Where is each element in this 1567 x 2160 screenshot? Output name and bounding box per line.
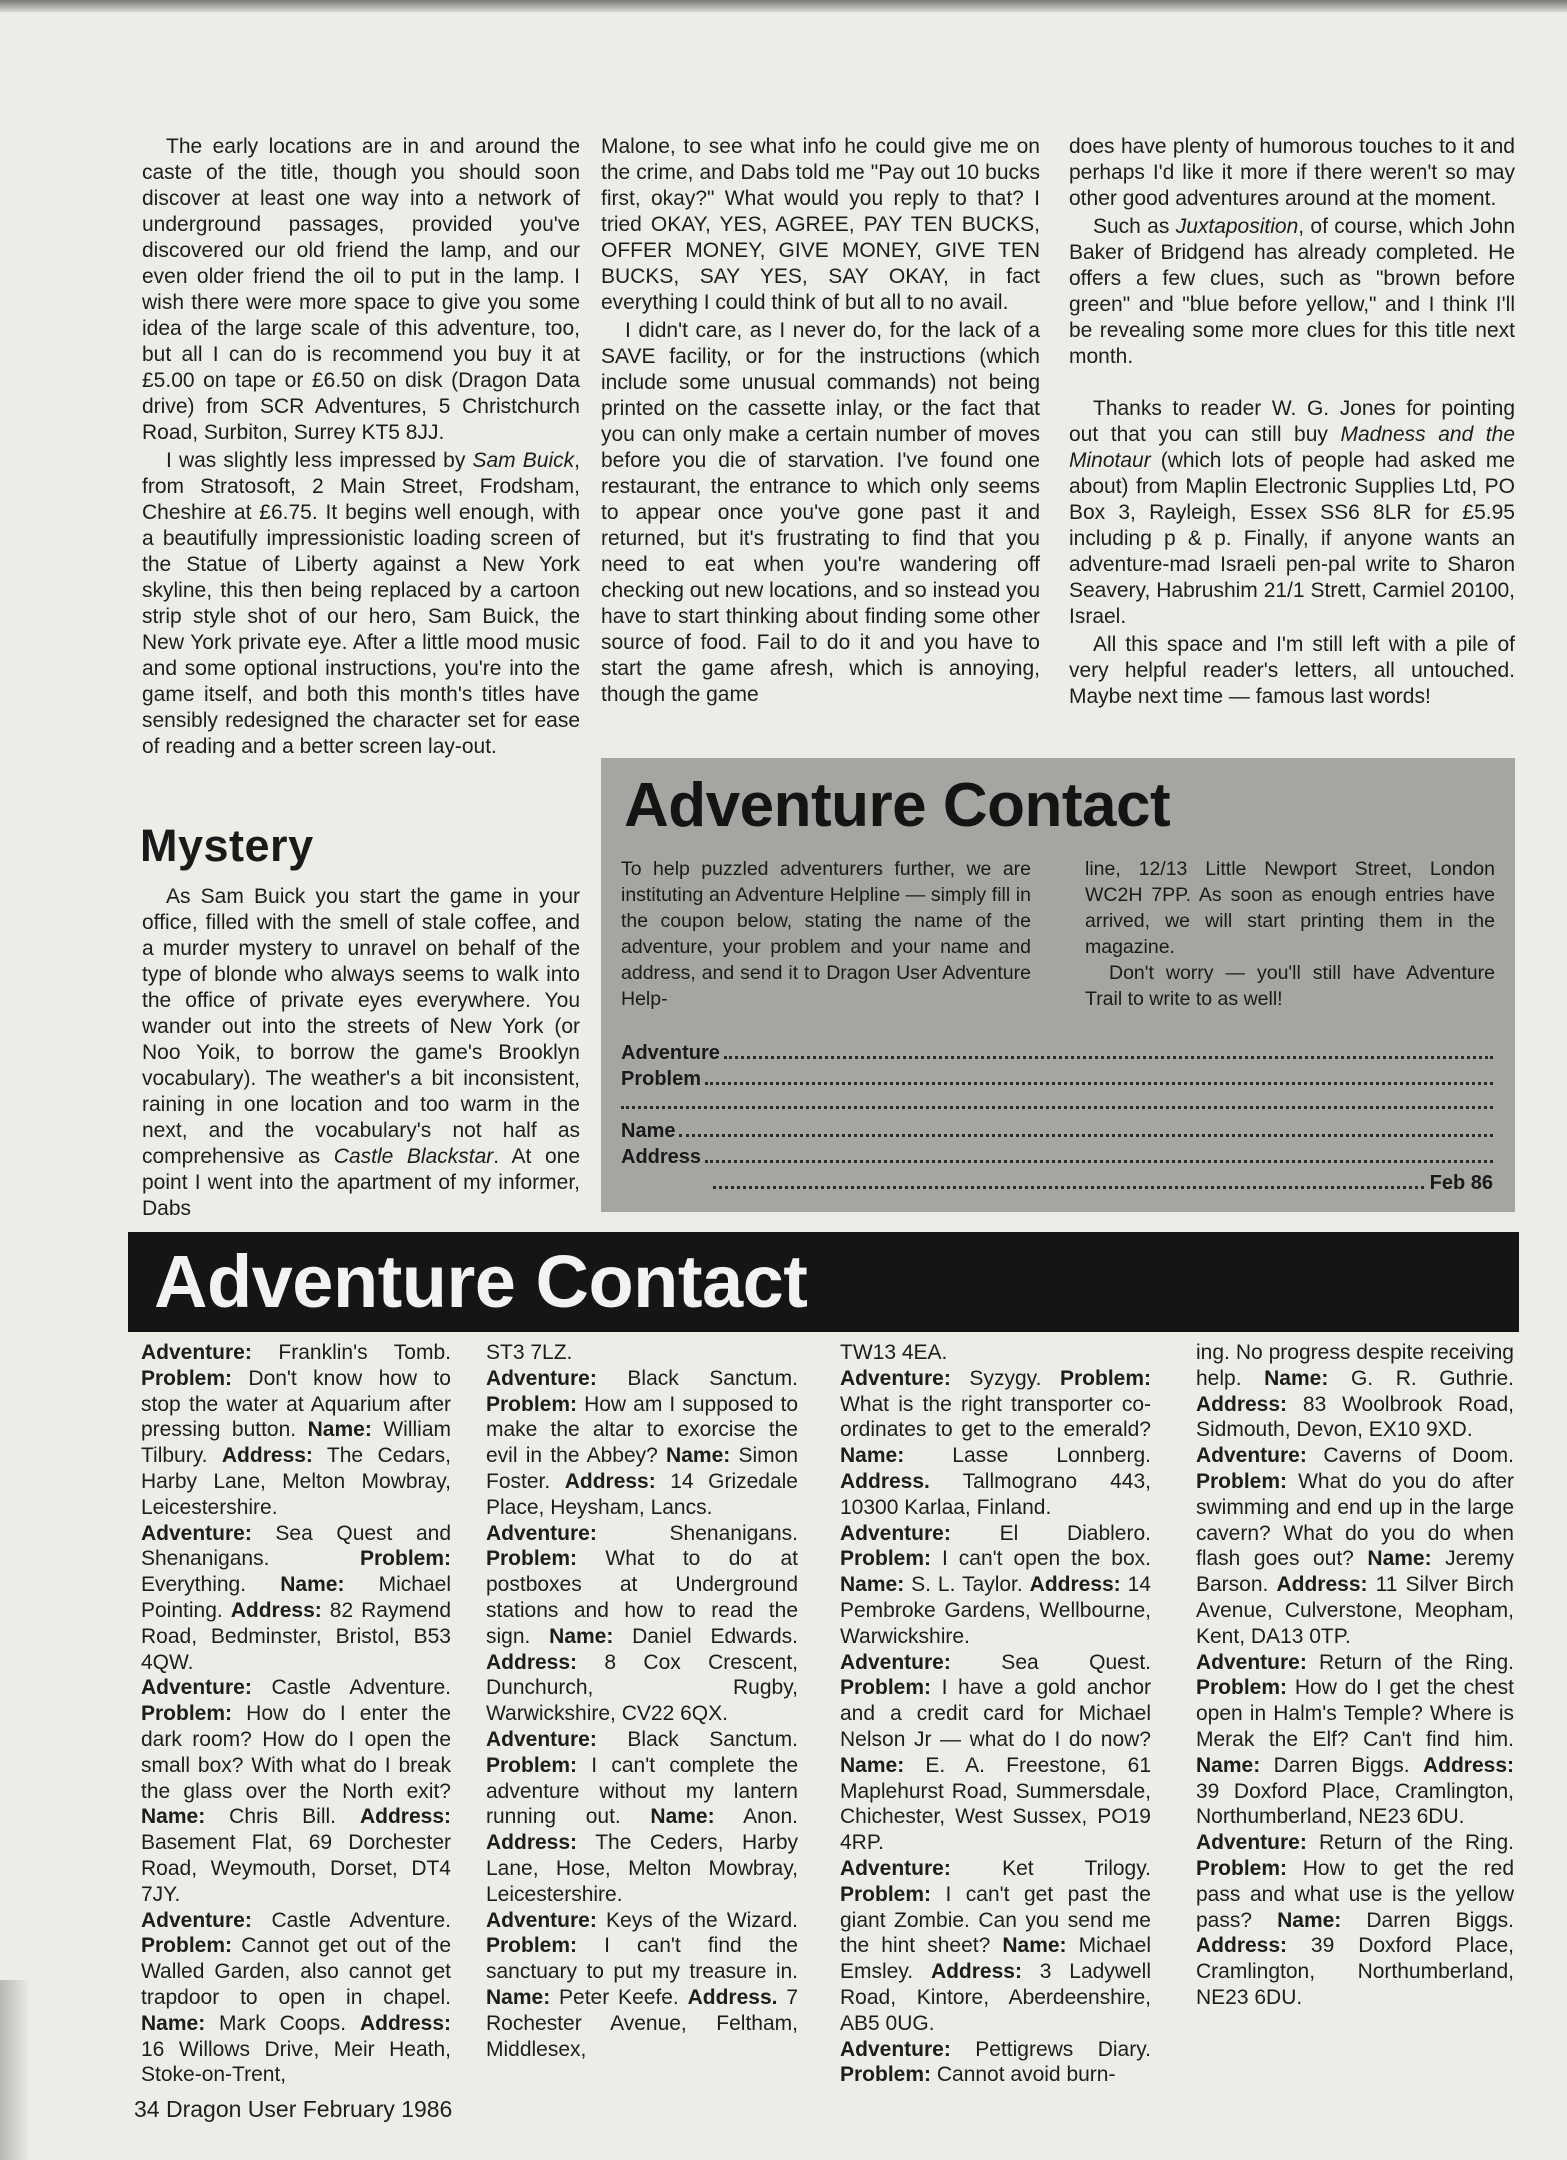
field-key: Address: [1029,1573,1121,1597]
field-key: Name: [141,1805,206,1829]
field-key: Name: [141,2011,206,2035]
field-value: Darren Biggs. [1260,1753,1423,1777]
field-value: Jeremy Barson. [1196,1547,1514,1597]
field-key: Adventure: [486,1521,597,1545]
field-key: Name: [486,1985,551,2009]
field-key: Adventure: [1196,1444,1307,1468]
field-key: Adventure: [141,1908,252,1932]
form-field-address-cont[interactable] [621,1170,1493,1196]
field-key: Name: [666,1444,731,1468]
field-value: Sea Quest. [950,1650,1151,1674]
field-key: Problem: [141,1366,233,1390]
coupon-paragraph: To help puzzled adventurers further, we are instituting an Adventure Helpline — simply fill in the coupon below, stating the name of the adventure, your problem and your name and address, and send it to Dragon User Adventure Help- [621,858,1031,1010]
article-paragraph: I didn't care, as I never do, for the lack of a SAVE facility, or for the instructions (which include some unusual commands) not being printed on the cassette inlay, or the fact that you can only make a certain number of moves before you die of starvation. I've found one restaurant, the entrance to which only seems to appear once you've gone past it and returned, but it's frustrating to find that you need to eat when you're wandering off checking out new locations, and so instead you have to start thinking about finding some other source of food. Fail to do it and you have to start the game afresh, which is annoying, though the game [601,319,1040,706]
article-column-3 [1069,134,1515,710]
field-key: Name: [1264,1366,1329,1390]
field-value: The Ceders, Harby Lane, Hose, Melton Mowbray, Leicestershire. [486,1831,798,1906]
page-shadow [0,1980,30,2160]
text-run: I was slightly less impressed by [166,449,473,472]
field-key: Address: [1196,1934,1288,1958]
field-label: Adventure [621,1042,720,1064]
contact-entry [486,1727,798,1908]
field-key: Adventure: [840,1366,951,1390]
field-value: 83 Woolbrook Road, Sidmouth, Devon, EX10 9XD. [1196,1392,1514,1442]
field-key: Address: [1422,1753,1514,1777]
field-key: Problem: [486,1547,578,1571]
field-key: Adventure: [840,2037,951,2061]
contact-entry [840,1650,1151,1856]
field-value: S. L. Taylor. [904,1573,1030,1597]
field-key: Name: [650,1805,715,1829]
contact-entry [486,1521,798,1727]
form-field-address[interactable] [621,1144,1493,1170]
field-key: Address: [486,1650,578,1674]
contacts-column-3 [840,1340,1151,2088]
field-value: 3 Ladywell Road, Kintore, Aberdeenshire, AB5 0UG. [840,1960,1151,2035]
article-paragraph [1069,396,1515,630]
field-key: Name: [549,1624,614,1648]
text-run: Such as [1093,215,1176,238]
contact-entry [1196,1830,1514,2011]
field-value: Anon. [714,1805,798,1829]
field-value: William Tilbury. [141,1418,451,1468]
field-key: Adventure: [141,1521,252,1545]
field-key: Adventure: [840,1650,951,1674]
field-value: Keys of the Wizard. [596,1908,798,1932]
issue-tag: Feb 86 [1429,1172,1493,1194]
dotted-line [713,1172,1424,1189]
game-title: Sam Buick [472,449,575,472]
field-value: How am I supposed to make the altar to exorcise the evil in the Abbey? [486,1392,798,1468]
field-value: The Cedars, Harby Lane, Melton Mowbray, Leicestershire. [141,1444,452,1519]
article-paragraph [142,884,580,1222]
field-value: 7 Rochester Avenue, Feltham, Middlesex, [486,1985,798,2061]
field-value: Cannot avoid burn- [931,2063,1116,2087]
text-run: , from Stratosoft, 2 Main Street, Frodsham, Cheshire at £6.75. It begins well enough, with a beautifully impressionistic loading screen of the Statue of Liberty against a New York skyline, this then being replaced by a cartoon strip style shot of our hero, Sam Buick, the New York private eye. After a little mood music and some optional instructions, you're into the game itself, and both this month's titles have sensibly redesigned the character set for ease of reading and a better screen lay-out. [142,449,580,758]
article-paragraph [142,448,580,760]
field-value: Castle Adventure. [251,1908,451,1932]
article-column-1 [142,134,580,760]
field-key: Address: [359,2011,451,2035]
field-key: Problem: [1196,1469,1288,1493]
coupon-title: Adventure Contact [624,771,1171,840]
article-paragraph [1069,214,1515,370]
field-key: Adventure: [840,1521,951,1545]
contact-entry [141,1908,451,2089]
field-value: I can't open the box. [931,1547,1151,1571]
article-column-2 [601,134,1040,708]
field-value: 39 Doxford Place, Cramlington, Northumberland, NE23 6DU. [1196,1779,1514,1829]
dotted-line [705,1068,1493,1085]
field-value: Basement Flat, 69 Dorchester Road, Weymouth, Dorset, DT4 7JY. [141,1831,451,1906]
field-value: ing. No progress despite receiving help. [1196,1341,1514,1390]
field-key: Address: [564,1469,656,1493]
field-value: Darren Biggs. [1341,1908,1514,1932]
field-key: Problem: [1059,1366,1151,1390]
field-value: How to get the red pass and what use is the yellow pass? [1196,1856,1514,1932]
field-value: What is the right transporter co-ordinates to get to the emerald? [840,1392,1151,1442]
field-value: 82 Raymend Road, Bedminster, Bristol, B53 4QW. [141,1598,452,1674]
field-key: Name: [280,1573,345,1597]
field-key: Address. [840,1469,930,1493]
article-paragraph: does have plenty of humorous touches to it and perhaps I'd like it more if there weren't so may other good adventures around at the moment. [1069,135,1515,210]
game-title: Madness and the Minotaur [1069,423,1515,472]
field-value: Don't know how to stop the water at Aquarium after pressing button. [141,1366,451,1442]
field-value: Lasse Lonnberg. [904,1444,1151,1468]
field-key: Address: [486,1831,578,1855]
field-value: Syzygy. [950,1366,1060,1390]
field-key: Address: [230,1598,322,1622]
field-key: Name: [840,1573,905,1597]
coupon-column-right [1085,856,1495,1012]
field-key: Name: [307,1418,372,1442]
coupon-form [621,1040,1493,1196]
field-value: 14 Pembroke Gardens, Wellbourne, Warwickshire. [840,1573,1151,1648]
field-label: Address [621,1146,702,1168]
field-value: Caverns of Doom. [1306,1444,1514,1468]
text-run: As Sam Buick you start the game in your office, filled with the smell of stale coffee, and a murder mystery to unravel on behalf of the type of blonde who always seems to walk into the office of private eyes everywhere. You wander out into the streets of New York (or Noo Yoik, to borrow the game's Brooklyn vocabulary). The weather's a bit inconsistent, raining in one location and too warm in the next, and the vocabulary's not half as comprehensive as [142,885,580,1168]
game-title: Castle Blackstar [333,1145,494,1168]
field-key: Name: [840,1753,905,1777]
form-field-name[interactable] [621,1118,1493,1144]
field-value: Michael Emsley. [840,1934,1152,1984]
contact-entry [486,1908,798,2063]
field-key: Problem: [840,2063,932,2087]
contact-entry [840,1521,1151,1650]
field-value: G. R. Guthrie. [1328,1366,1515,1390]
field-value: I have a gold anchor and a credit card for Michael Nelson Jr — what do I do now? [840,1676,1151,1751]
field-key: Name: [1367,1547,1432,1571]
field-value: El Diablero. [950,1521,1151,1545]
form-field-adventure[interactable] [621,1040,1493,1066]
contact-entry-tail [1196,1340,1514,1443]
contact-entry [141,1675,451,1907]
field-key: Problem: [486,1934,578,1958]
page-footer: 34 Dragon User February 1986 [134,2096,453,2122]
form-field-problem-cont[interactable] [621,1092,1493,1118]
field-key: Adventure: [141,1341,252,1364]
field-value: Castle Adventure. [251,1676,451,1700]
coupon-column-left [621,856,1031,1012]
field-label: Problem [621,1068,702,1090]
text-run: Thanks to reader W. G. Jones for pointing out that you can still buy [1069,397,1515,446]
article-paragraph: The early locations are in and around the caste of the title, though you should soon discover at least one way into a network of underground passages, provided you've discovered our old friend the lamp, and our even older friend the oil to put in the lamp. I wish there were more space to give you some idea of the large scale of this adventure, too, but all I can do is recommend you buy it at £5.00 on tape or £6.50 on disk (Dragon Data drive) from SCR Adventures, 5 Christchurch Road, Surbiton, Surrey KT5 8JJ. [142,135,580,444]
field-key: Name: [1196,1753,1261,1777]
field-value: I can't get past the giant Zombie. Can you send me the hint sheet? [840,1882,1151,1958]
contacts-column-2 [486,1340,798,2062]
text-run: (which lots of people had asked me about) from Maplin Electronic Supplies Ltd, PO Box 3, Rayleigh, Essex SS6 8LR for £5.95 including p & p. Finally, if anyone wants an adventure-mad Israeli pen-pal write to Sharon Seavery, Habrushim 21/1 Strett, Carmiel 20100, Israel. [1069,449,1515,628]
field-value: I can't complete the adventure without my lantern running out. [486,1753,798,1829]
contact-entry [141,1340,451,1521]
coupon-paragraph: Don't worry — you'll still have Adventure Trail to write to as well! [1085,962,1495,1010]
field-value: Ket Trilogy. [950,1856,1151,1880]
field-key: Problem: [840,1547,932,1571]
contacts-column-1 [141,1340,451,2088]
contact-entry [840,1856,1151,2037]
contact-entry [840,2037,1151,2089]
dotted-line [679,1120,1493,1137]
text-run: . At one point I went into the apartment of my informer, Dabs [142,1145,581,1220]
field-value: Franklin's Tomb. [251,1341,451,1364]
field-value: What to do at postboxes at Underground stations and how to read the sign. [486,1547,798,1648]
field-value: 14 Grizedale Place, Heysham, Lancs. [486,1469,798,1519]
dotted-line [621,1092,1493,1109]
field-value: Black Sanctum. [596,1727,798,1751]
field-value: 11 Silver Birch Avenue, Culverstone, Meopham, Kent, DA13 0TP. [1196,1573,1514,1648]
field-key: Adventure: [1196,1831,1307,1855]
field-value: 39 Doxford Place, Cramlington, Northumberland, NE23 6DU. [1196,1934,1514,2009]
dotted-line [724,1042,1493,1059]
field-value: Shenanigans. [596,1521,798,1545]
field-value: Michael Pointing. [141,1573,452,1622]
field-key: Adventure: [141,1676,252,1700]
field-key: Adventure: [1196,1650,1307,1674]
field-key: Address: [359,1805,451,1829]
contact-entry [486,1366,798,1521]
field-value: Return of the Ring. [1306,1831,1514,1855]
contact-entry-tail: ST3 7LZ. [486,1341,573,1364]
field-value: Tallmograno 443, 10300 Karlaa, Finland. [840,1469,1151,1519]
field-value: Return of the Ring. [1306,1650,1514,1674]
field-value: Daniel Edwards. [613,1624,798,1648]
field-value: What do you do after swimming and end up in the large cavern? What do you do when flash goes out? [1196,1469,1514,1571]
field-value: Simon Foster. [486,1444,799,1493]
field-key: Name: [1002,1934,1067,1958]
field-value: How do I get the chest open in Halm's Temple? Where is Merak the Elf? Can't find him. [1196,1676,1514,1751]
field-value: Peter Keefe. [550,1985,688,2009]
contact-entry [1196,1443,1514,1649]
field-key: Problem: [840,1882,932,1906]
contact-entry-tail: TW13 4EA. [840,1341,948,1364]
dotted-line [705,1146,1493,1163]
field-key: Problem: [486,1392,578,1416]
field-value: I can't find the sanctuary to put my treasure in. [486,1934,798,1984]
field-value: Cannot get out of the Walled Garden, also cannot get trapdoor to open in chapel. [141,1934,451,2009]
contact-entry [1196,1650,1514,1831]
contact-entry [141,1521,451,1676]
article-column-1b [142,884,580,1222]
field-key: Name: [840,1444,905,1468]
field-label: Name [621,1120,676,1142]
coupon-paragraph: line, 12/13 Little Newport Street, London WC2H 7PP. As soon as enough entries have arrived, we will start printing them in the magazine. [1085,858,1495,958]
field-value: Everything. [141,1573,281,1597]
field-value: Chris Bill. [205,1805,360,1829]
form-field-problem[interactable] [621,1066,1493,1092]
field-key: Address: [930,1960,1022,1984]
field-key: Address: [221,1444,313,1468]
field-key: Problem: [141,1702,233,1726]
field-key: Name: [1277,1908,1342,1932]
text-run: , of course, which John Baker of Bridgend has already completed. He offers a few clues, such as "brown before green" and "blue before yellow," and I think I'll be revealing some more clues for this title next month. [1069,215,1515,368]
article-paragraph: Malone, to see what info he could give me on the crime, and Dabs told me "Pay out 10 bucks first, okay?" What would you reply to that? I tried OKAY, YES, AGREE, PAY TEN BUCKS, OFFER MONEY, GIVE MONEY, GIVE TEN BUCKS, SAY YES, SAY OKAY, in fact everything I could think of but all to no avail. [601,135,1040,314]
field-key: Address. [687,1985,778,2009]
field-key: Problem: [359,1547,451,1571]
field-key: Address: [1196,1392,1288,1416]
field-key: Adventure: [486,1366,597,1390]
field-value: How do I enter the dark room? How do I open the small box? With what do I break the glass over the North exit? [141,1702,451,1803]
field-key: Address: [1276,1573,1368,1597]
field-key: Adventure: [840,1856,951,1880]
field-key: Adventure: [486,1727,597,1751]
field-key: Problem: [840,1676,932,1700]
section-heading: Mystery [140,820,314,871]
field-value: E. A. Freestone, 61 Maplehurst Road, Summersdale, Chichester, West Sussex, PO19 4RP. [840,1753,1151,1855]
field-value: 8 Cox Crescent, Dunchurch, Rugby, Warwickshire, CV22 6QX. [486,1650,798,1726]
field-value: 16 Willows Drive, Meir Heath, Stoke-on-Trent, [141,2037,451,2087]
field-value: Sea Quest and Shenanigans. [141,1521,451,1571]
field-value: Mark Coops. [205,2011,360,2035]
field-value: Black Sanctum. [596,1366,798,1390]
field-key: Adventure: [486,1908,597,1932]
contact-entry [840,1366,1151,1521]
field-key: Problem: [1196,1856,1288,1880]
banner-title: Adventure Contact [154,1240,808,1323]
article-paragraph: All this space and I'm still left with a pile of very helpful reader's letters, all untouched. Maybe next time — famous last words! [1069,633,1515,708]
field-key: Problem: [141,1934,233,1958]
game-title: Juxtaposition [1175,215,1299,238]
field-key: Problem: [486,1753,578,1777]
page-top-edge [0,0,1567,12]
field-key: Problem: [1196,1676,1288,1700]
field-value: Pettigrews Diary. [950,2037,1151,2061]
section-banner [128,1232,1519,1332]
contacts-column-4 [1196,1340,1514,2011]
